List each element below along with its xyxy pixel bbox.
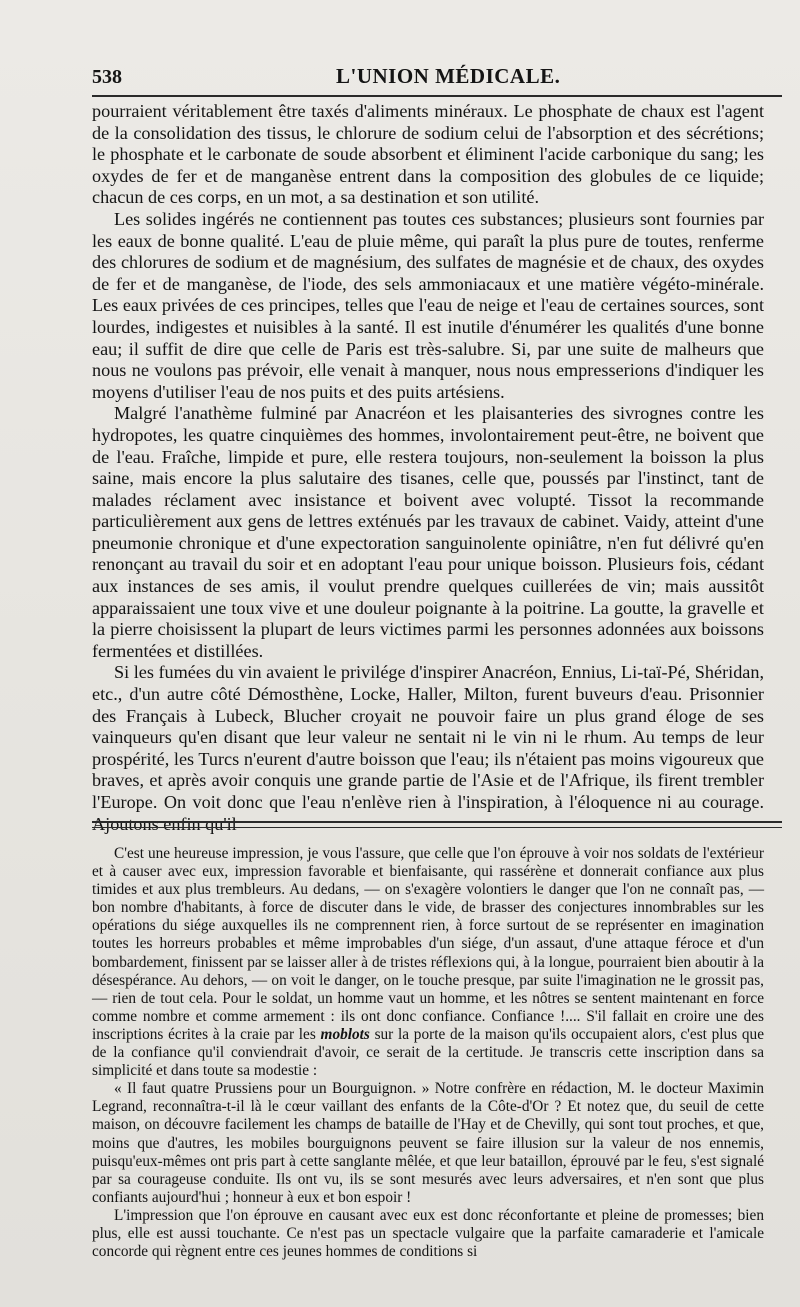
feuilleton-paragraph: L'impression que l'on éprouve en causant avec eux est donc réconfortante et pleine de promesses; bien plus, elle est aussi touchante. Ce n'est pas un spectacle vulgaire que la parfaite camaraderie et l'amicale concorde qui règnent entre ces jeunes hommes de conditions si: [92, 1206, 764, 1261]
feuilleton-section: [92, 845, 764, 1261]
main-article: [92, 101, 764, 835]
feuilleton-emphasis: moblots: [320, 1025, 370, 1043]
article-paragraph: pourraient véritablement être taxés d'aliments minéraux. Le phosphate de chaux est l'agent de la consolidation des tissus, le chlorure de sodium celui de l'absorption et des sécrétions; le phosphate et le carbonate de soude absorbent et éliminent l'acide carbonique du sang; les oxydes de fer et de manganèse entrent dans la composition des globules de ce liquide; chacun de ces corps, en un mot, a sa destination et son utilité.: [92, 101, 764, 208]
page-number: 538: [92, 66, 122, 88]
feuilleton-paragraph: « Il faut quatre Prussiens pour un Bourguignon. » Notre confrère en rédaction, M. le docteur Maximin Legrand, reconnaîtra-t-il là le cœur vaillant des enfants de la Côte-d'Or ? Et notez que, du seuil de cette maison, on découvre facilement les champs de bataille de l'Hay et de Chevilly, qui sont tout proches, et que, moins que d'autres, les mobiles bourguignons peuvent se faire illusion sur la valeur de nos ennemis, puisqu'eux-mêmes ont pris part à cette sanglante mêlée, et que leur bataillon, éprouvé par le feu, s'est signalé par sa courageuse conduite. Ils ont vu, ils se sont mesurés avec leurs adversaires, et n'en sont que plus confiants aujourd'hui ; honneur à eux et bon espoir !: [92, 1080, 764, 1206]
page-header: [92, 64, 782, 92]
running-title: L'UNION MÉDICALE.: [336, 64, 561, 88]
feuilleton-text: C'est une heureuse impression, je vous l'assure, que celle que l'on éprouve à voir nos soldats de l'extérieur et à causer avec eux, impression favorable et bienfaisante, qui rassérène et donnerait confiance aux plus timides et aux plus trembleurs. Au dedans, — on s'exagère volontiers le danger que l'on ne connaît pas, — bon nombre d'habitants, à force de discuter dans le vide, de brasser des conjectures innombrables sur les opérations du siége auxquelles ils ne comprennent rien, à force surtout de se représenter en imagination toutes les horreurs probables et même improbables d'un siége, d'un assaut, d'une attaque féroce et d'un bombardement, finissent par se laisser aller à de tristes réflexions qui, à la longue, pourraient bien aboutir à la désespérance. Au dehors, — on voit le danger, on le touche presque, par suite l'imagination ne le grossit pas, — rien de tout cela. Pour le soldat, un homme vaut un homme, et les nôtres se sentent maintenant en force comme nombre et comme armement : ils ont donc confiance. Confiance !.... S'il fallait en croire une des inscriptions écrites à la craie par les: [92, 845, 764, 1043]
feuilleton-paragraph: [92, 845, 764, 1080]
feuilleton-text: sur la porte de la maison qu'ils occupaient alors, c'est plus que de la confiance qu'il conviendrait d'avoir, ce serait de la certitude. Je transcris cette inscription dans sa simplicité et dans toute sa modestie :: [92, 1025, 764, 1080]
header-rule: [92, 95, 782, 97]
article-paragraph: Si les fumées du vin avaient le privilége d'inspirer Anacréon, Ennius, Li-taï-Pé, Shéridan, etc., d'un autre côté Démosthène, Locke, Haller, Milton, furent buveurs d'eau. Prisonnier des Français à Lubeck, Blucher croyait ne pouvoir faire un plus grand éloge de ses vainqueurs qu'en disant que leur valeur ne sentait ni le vin ni le rhum. Au temps de leur prospérité, les Turcs n'eurent d'autre boisson que l'eau; ils n'étaient pas moins vigoureux que braves, et après avoir conquis une grande partie de l'Asie et de l'Afrique, ils firent trembler l'Europe. On voit donc que l'eau n'enlève rien à l'inspiration, à l'éloquence ni au courage. Ajoutons enfin qu'il: [92, 662, 764, 834]
article-paragraph: Les solides ingérés ne contiennent pas toutes ces substances; plusieurs sont fournies par les eaux de bonne qualité. L'eau de pluie même, qui paraît la plus pure de toutes, renferme des chlorures de sodium et de magnésium, des sulfates de magnésie et de chaux, des oxydes de fer et de manganèse, de l'iode, des sels ammoniacaux et une matière végéto-minérale. Les eaux privées de ces principes, telles que l'eau de neige et l'eau de certaines sources, sont lourdes, indigestes et nuisibles à la santé. Il est inutile d'énumérer les qualités d'une bonne eau; il suffit de dire que celle de Paris est très-salubre. Si, par une suite de malheurs que nous ne voulons pas prévoir, elle venait à manquer, nous nous empresserions d'indiquer les moyens d'utiliser l'eau de nos puits et des puits artésiens.: [92, 208, 764, 402]
article-paragraph: Malgré l'anathème fulminé par Anacréon et les plaisanteries des sivrognes contre les hydropotes, les quatre cinquièmes des hommes, involontairement peut-être, ne boivent que de l'eau. Fraîche, limpide et pure, elle restera toujours, non-seulement la boisson la plus saine, mais encore la plus salutaire des tisanes, celle que, poussés par l'instinct, tant de malades réclament avec insistance et boivent avec volupté. Tissot la recommande particulièrement aux gens de lettres exténués par les travaux de cabinet. Vaidy, atteint d'une pneumonie chronique et d'une expectoration sanguinolente opiniâtre, n'en fut délivré qu'en renonçant au travail du soir et en adoptant l'eau pour unique boisson. Plusieurs fois, cédant aux instances de ses amis, il voulut prendre quelques cuillerées de vin; mais aussitôt apparaissaient une toux vive et une douleur poignante à la poitrine. La goutte, la gravelle et la pierre choisissent la plupart de leurs victimes parmi les personnes adonnées aux boissons fermentées et distillées.: [92, 403, 764, 661]
feuilleton-separator-rule: [92, 821, 782, 828]
